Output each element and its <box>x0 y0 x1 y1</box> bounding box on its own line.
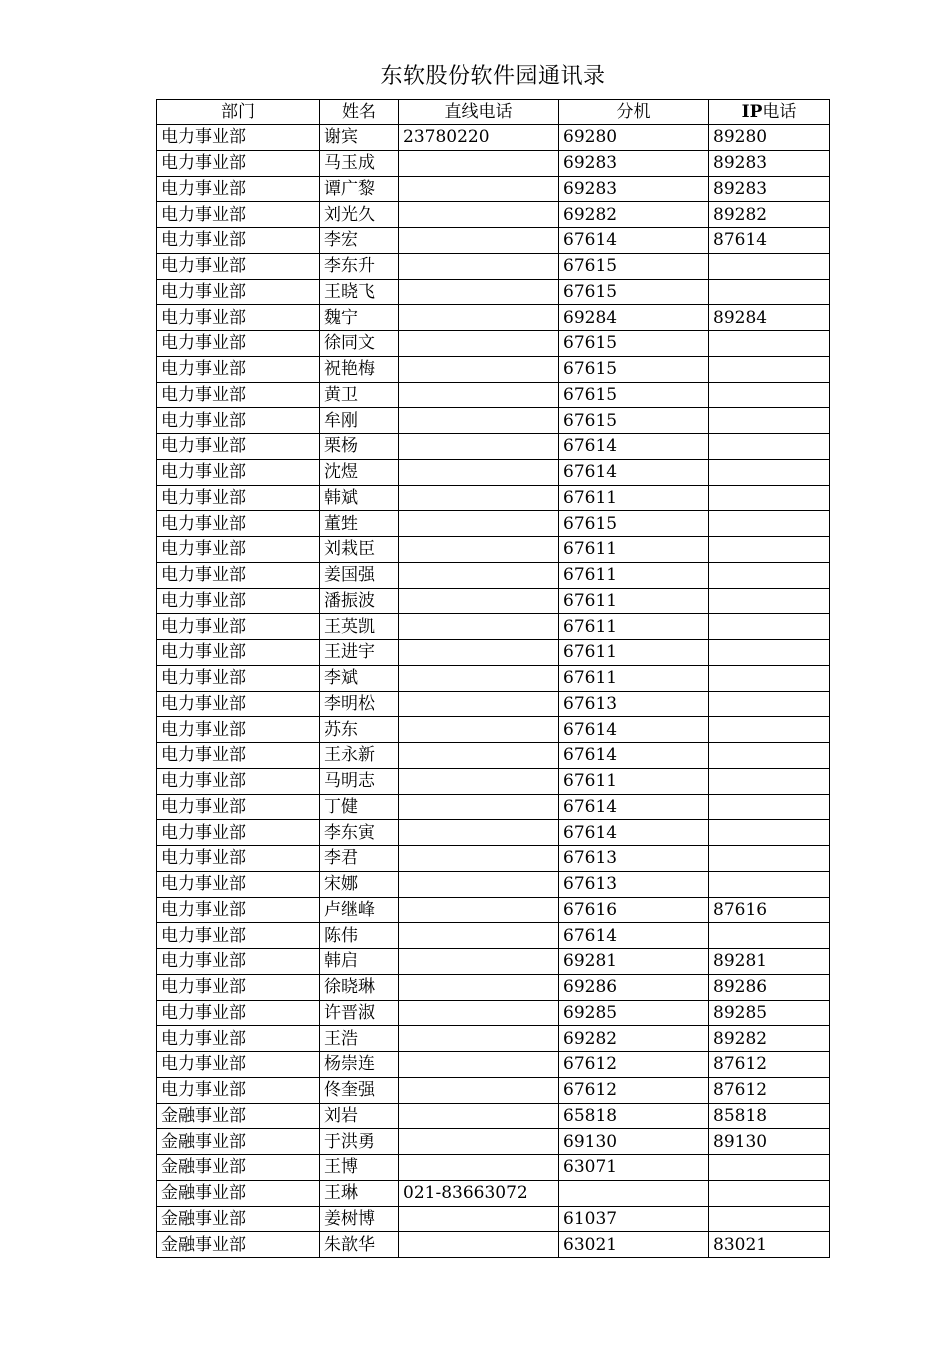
dept-cell: 电力事业部 <box>157 717 320 743</box>
dept-cell: 电力事业部 <box>157 846 320 872</box>
extension-cell: 67615 <box>559 331 709 357</box>
direct-phone-cell: 23780220 <box>399 125 559 151</box>
ip-phone-cell: 89283 <box>709 150 830 176</box>
dept-cell: 电力事业部 <box>157 897 320 923</box>
dept-cell: 电力事业部 <box>157 331 320 357</box>
ip-phone-cell: 89283 <box>709 176 830 202</box>
ip-phone-cell <box>709 1206 830 1232</box>
table-row <box>157 794 830 820</box>
table-row <box>157 1206 830 1232</box>
direct-phone-cell <box>399 434 559 460</box>
direct-phone-cell <box>399 1206 559 1232</box>
ip-phone-cell: 83021 <box>709 1232 830 1258</box>
name-cell: 李君 <box>320 846 399 872</box>
extension-cell: 67615 <box>559 408 709 434</box>
extension-cell: 69282 <box>559 1026 709 1052</box>
header-extension: 分机 <box>559 100 709 125</box>
ip-phone-cell: 87612 <box>709 1052 830 1078</box>
direct-phone-cell <box>399 846 559 872</box>
dept-cell: 电力事业部 <box>157 537 320 563</box>
dept-cell: 电力事业部 <box>157 820 320 846</box>
table-row <box>157 356 830 382</box>
extension-cell: 67611 <box>559 768 709 794</box>
direct-phone-cell <box>399 1232 559 1258</box>
direct-phone-cell <box>399 1155 559 1181</box>
direct-phone-cell <box>399 949 559 975</box>
dept-cell: 电力事业部 <box>157 640 320 666</box>
ip-phone-cell <box>709 1180 830 1206</box>
dept-cell: 电力事业部 <box>157 562 320 588</box>
dept-cell: 电力事业部 <box>157 1052 320 1078</box>
direct-phone-cell <box>399 588 559 614</box>
extension-cell: 69284 <box>559 305 709 331</box>
dept-cell: 电力事业部 <box>157 974 320 1000</box>
dept-cell: 电力事业部 <box>157 1000 320 1026</box>
table-row <box>157 537 830 563</box>
direct-phone-cell <box>399 511 559 537</box>
name-cell: 马玉成 <box>320 150 399 176</box>
name-cell: 李东寅 <box>320 820 399 846</box>
ip-phone-cell <box>709 331 830 357</box>
extension-cell: 65818 <box>559 1103 709 1129</box>
ip-phone-cell <box>709 614 830 640</box>
dept-cell: 电力事业部 <box>157 794 320 820</box>
name-cell: 刘栽臣 <box>320 537 399 563</box>
direct-phone-cell <box>399 279 559 305</box>
ip-phone-cell <box>709 640 830 666</box>
ip-phone-cell <box>709 434 830 460</box>
extension-cell: 67614 <box>559 228 709 254</box>
ip-phone-cell <box>709 562 830 588</box>
direct-phone-cell <box>399 717 559 743</box>
direct-phone-cell <box>399 1052 559 1078</box>
table-row <box>157 871 830 897</box>
dept-cell: 金融事业部 <box>157 1129 320 1155</box>
ip-phone-cell: 89284 <box>709 305 830 331</box>
name-cell: 牟刚 <box>320 408 399 434</box>
table-row <box>157 1129 830 1155</box>
ip-phone-cell: 87612 <box>709 1077 830 1103</box>
name-cell: 李明松 <box>320 691 399 717</box>
name-cell: 韩斌 <box>320 485 399 511</box>
dept-cell: 电力事业部 <box>157 511 320 537</box>
extension-cell: 69280 <box>559 125 709 151</box>
extension-cell: 67613 <box>559 846 709 872</box>
table-row <box>157 974 830 1000</box>
direct-phone-cell <box>399 1129 559 1155</box>
dept-cell: 电力事业部 <box>157 408 320 434</box>
table-row <box>157 382 830 408</box>
dept-cell: 电力事业部 <box>157 150 320 176</box>
table-row <box>157 305 830 331</box>
extension-cell: 67614 <box>559 434 709 460</box>
name-cell: 刘光久 <box>320 202 399 228</box>
direct-phone-cell <box>399 691 559 717</box>
table-row <box>157 1077 830 1103</box>
extension-cell: 69285 <box>559 1000 709 1026</box>
name-cell: 黄卫 <box>320 382 399 408</box>
ip-phone-cell <box>709 743 830 769</box>
dept-cell: 电力事业部 <box>157 871 320 897</box>
extension-cell: 67611 <box>559 614 709 640</box>
header-ip-suffix: 电话 <box>762 102 797 122</box>
extension-cell: 67614 <box>559 794 709 820</box>
direct-phone-cell <box>399 228 559 254</box>
direct-phone-cell <box>399 923 559 949</box>
name-cell: 董甡 <box>320 511 399 537</box>
name-cell: 谢宾 <box>320 125 399 151</box>
direct-phone-cell <box>399 562 559 588</box>
ip-phone-cell <box>709 691 830 717</box>
direct-phone-cell <box>399 331 559 357</box>
table-row <box>157 1232 830 1258</box>
direct-phone-cell <box>399 640 559 666</box>
table-row <box>157 202 830 228</box>
table-row <box>157 743 830 769</box>
name-cell: 李宏 <box>320 228 399 254</box>
extension-cell <box>559 1180 709 1206</box>
dept-cell: 金融事业部 <box>157 1206 320 1232</box>
table-row <box>157 640 830 666</box>
dept-cell: 电力事业部 <box>157 665 320 691</box>
name-cell: 王晓飞 <box>320 279 399 305</box>
extension-cell: 67614 <box>559 923 709 949</box>
dept-cell: 电力事业部 <box>157 434 320 460</box>
table-row <box>157 1103 830 1129</box>
ip-phone-cell: 89286 <box>709 974 830 1000</box>
table-row <box>157 562 830 588</box>
name-cell: 徐晓琳 <box>320 974 399 1000</box>
name-cell: 王博 <box>320 1155 399 1181</box>
ip-phone-cell: 89130 <box>709 1129 830 1155</box>
ip-phone-cell <box>709 408 830 434</box>
name-cell: 徐同文 <box>320 331 399 357</box>
ip-phone-cell <box>709 459 830 485</box>
dept-cell: 电力事业部 <box>157 588 320 614</box>
direct-phone-cell <box>399 974 559 1000</box>
name-cell: 王英凯 <box>320 614 399 640</box>
table-header-row <box>157 100 830 125</box>
name-cell: 马明志 <box>320 768 399 794</box>
extension-cell: 67612 <box>559 1077 709 1103</box>
ip-phone-cell <box>709 846 830 872</box>
ip-phone-cell <box>709 665 830 691</box>
dept-cell: 电力事业部 <box>157 485 320 511</box>
name-cell: 卢继峰 <box>320 897 399 923</box>
table-row <box>157 1180 830 1206</box>
dept-cell: 电力事业部 <box>157 1026 320 1052</box>
extension-cell: 69282 <box>559 202 709 228</box>
direct-phone-cell <box>399 897 559 923</box>
name-cell: 祝艳梅 <box>320 356 399 382</box>
direct-phone-cell <box>399 1077 559 1103</box>
name-cell: 王琳 <box>320 1180 399 1206</box>
table-row <box>157 665 830 691</box>
direct-phone-cell <box>399 382 559 408</box>
direct-phone-cell <box>399 1103 559 1129</box>
ip-phone-cell <box>709 511 830 537</box>
direct-phone-cell <box>399 537 559 563</box>
name-cell: 苏东 <box>320 717 399 743</box>
ip-phone-cell: 85818 <box>709 1103 830 1129</box>
dept-cell: 金融事业部 <box>157 1103 320 1129</box>
extension-cell: 67615 <box>559 279 709 305</box>
dept-cell: 电力事业部 <box>157 459 320 485</box>
name-cell: 朱歆华 <box>320 1232 399 1258</box>
extension-cell: 67616 <box>559 897 709 923</box>
dept-cell: 电力事业部 <box>157 279 320 305</box>
direct-phone-cell <box>399 459 559 485</box>
name-cell: 李东升 <box>320 253 399 279</box>
extension-cell: 69130 <box>559 1129 709 1155</box>
dept-cell: 电力事业部 <box>157 691 320 717</box>
extension-cell: 67615 <box>559 253 709 279</box>
extension-cell: 67613 <box>559 691 709 717</box>
ip-phone-cell: 87616 <box>709 897 830 923</box>
extension-cell: 61037 <box>559 1206 709 1232</box>
extension-cell: 67615 <box>559 356 709 382</box>
table-row <box>157 1052 830 1078</box>
name-cell: 栗杨 <box>320 434 399 460</box>
ip-phone-cell <box>709 1155 830 1181</box>
table-row <box>157 253 830 279</box>
name-cell: 魏宁 <box>320 305 399 331</box>
table-row <box>157 176 830 202</box>
ip-phone-cell: 89282 <box>709 1026 830 1052</box>
table-row <box>157 846 830 872</box>
direct-phone-cell <box>399 408 559 434</box>
table-row <box>157 923 830 949</box>
extension-cell: 67614 <box>559 459 709 485</box>
table-row <box>157 691 830 717</box>
header-ip-prefix: IP <box>741 102 763 122</box>
name-cell: 刘岩 <box>320 1103 399 1129</box>
dept-cell: 电力事业部 <box>157 923 320 949</box>
name-cell: 韩启 <box>320 949 399 975</box>
table-row <box>157 1026 830 1052</box>
dept-cell: 电力事业部 <box>157 253 320 279</box>
name-cell: 姜树博 <box>320 1206 399 1232</box>
table-row <box>157 408 830 434</box>
ip-phone-cell <box>709 279 830 305</box>
table-row <box>157 897 830 923</box>
ip-phone-cell <box>709 794 830 820</box>
table-body <box>157 125 830 1258</box>
extension-cell: 67611 <box>559 588 709 614</box>
ip-phone-cell <box>709 820 830 846</box>
dept-cell: 电力事业部 <box>157 743 320 769</box>
page-title: 东软股份软件园通讯录 <box>380 64 606 89</box>
extension-cell: 67611 <box>559 562 709 588</box>
direct-phone-cell <box>399 202 559 228</box>
direct-phone-cell <box>399 485 559 511</box>
name-cell: 王浩 <box>320 1026 399 1052</box>
direct-phone-cell: 021-83663072 <box>399 1180 559 1206</box>
direct-phone-cell <box>399 305 559 331</box>
table-row <box>157 820 830 846</box>
extension-cell: 67611 <box>559 485 709 511</box>
ip-phone-cell: 87614 <box>709 228 830 254</box>
table-row <box>157 150 830 176</box>
extension-cell: 67611 <box>559 665 709 691</box>
ip-phone-cell <box>709 768 830 794</box>
ip-phone-cell <box>709 356 830 382</box>
extension-cell: 67615 <box>559 382 709 408</box>
direct-phone-cell <box>399 794 559 820</box>
extension-cell: 69281 <box>559 949 709 975</box>
dept-cell: 金融事业部 <box>157 1232 320 1258</box>
table-row <box>157 331 830 357</box>
ip-phone-cell <box>709 717 830 743</box>
name-cell: 陈伟 <box>320 923 399 949</box>
table-row <box>157 588 830 614</box>
direct-phone-cell <box>399 614 559 640</box>
table-row <box>157 279 830 305</box>
name-cell: 谭广黎 <box>320 176 399 202</box>
header-ip-phone <box>709 100 830 125</box>
table-row <box>157 485 830 511</box>
table-row <box>157 511 830 537</box>
dept-cell: 电力事业部 <box>157 382 320 408</box>
ip-phone-cell <box>709 485 830 511</box>
header-direct-phone: 直线电话 <box>399 100 559 125</box>
extension-cell: 67611 <box>559 537 709 563</box>
table-row <box>157 768 830 794</box>
dept-cell: 电力事业部 <box>157 228 320 254</box>
table-row <box>157 1000 830 1026</box>
name-cell: 潘振波 <box>320 588 399 614</box>
extension-cell: 69283 <box>559 176 709 202</box>
name-cell: 宋娜 <box>320 871 399 897</box>
ip-phone-cell <box>709 382 830 408</box>
ip-phone-cell <box>709 253 830 279</box>
header-name: 姓名 <box>320 100 399 125</box>
dept-cell: 电力事业部 <box>157 356 320 382</box>
direct-phone-cell <box>399 768 559 794</box>
table-row <box>157 1155 830 1181</box>
extension-cell: 67614 <box>559 717 709 743</box>
table-row <box>157 717 830 743</box>
direct-phone-cell <box>399 150 559 176</box>
name-cell: 李斌 <box>320 665 399 691</box>
dept-cell: 电力事业部 <box>157 305 320 331</box>
ip-phone-cell <box>709 923 830 949</box>
name-cell: 杨崇连 <box>320 1052 399 1078</box>
name-cell: 于洪勇 <box>320 1129 399 1155</box>
table-row <box>157 949 830 975</box>
name-cell: 丁健 <box>320 794 399 820</box>
direct-phone-cell <box>399 356 559 382</box>
ip-phone-cell <box>709 588 830 614</box>
extension-cell: 67615 <box>559 511 709 537</box>
name-cell: 王永新 <box>320 743 399 769</box>
name-cell: 姜国强 <box>320 562 399 588</box>
dept-cell: 电力事业部 <box>157 949 320 975</box>
dept-cell: 电力事业部 <box>157 768 320 794</box>
extension-cell: 69283 <box>559 150 709 176</box>
extension-cell: 63021 <box>559 1232 709 1258</box>
direct-phone-cell <box>399 665 559 691</box>
dept-cell: 电力事业部 <box>157 1077 320 1103</box>
name-cell: 佟奎强 <box>320 1077 399 1103</box>
ip-phone-cell <box>709 871 830 897</box>
ip-phone-cell: 89280 <box>709 125 830 151</box>
extension-cell: 63071 <box>559 1155 709 1181</box>
dept-cell: 金融事业部 <box>157 1155 320 1181</box>
direct-phone-cell <box>399 1026 559 1052</box>
dept-cell: 电力事业部 <box>157 614 320 640</box>
ip-phone-cell: 89285 <box>709 1000 830 1026</box>
extension-cell: 69286 <box>559 974 709 1000</box>
name-cell: 沈煜 <box>320 459 399 485</box>
table-row <box>157 434 830 460</box>
directory-table <box>156 99 830 1258</box>
dept-cell: 金融事业部 <box>157 1180 320 1206</box>
direct-phone-cell <box>399 871 559 897</box>
table-row <box>157 228 830 254</box>
table-row <box>157 614 830 640</box>
extension-cell: 67614 <box>559 820 709 846</box>
direct-phone-cell <box>399 743 559 769</box>
dept-cell: 电力事业部 <box>157 125 320 151</box>
header-dept: 部门 <box>157 100 320 125</box>
extension-cell: 67614 <box>559 743 709 769</box>
ip-phone-cell: 89282 <box>709 202 830 228</box>
ip-phone-cell <box>709 537 830 563</box>
name-cell: 王进宇 <box>320 640 399 666</box>
direct-phone-cell <box>399 820 559 846</box>
extension-cell: 67612 <box>559 1052 709 1078</box>
name-cell: 许晋淑 <box>320 1000 399 1026</box>
dept-cell: 电力事业部 <box>157 202 320 228</box>
table-row <box>157 125 830 151</box>
direct-phone-cell <box>399 253 559 279</box>
direct-phone-cell <box>399 176 559 202</box>
extension-cell: 67611 <box>559 640 709 666</box>
ip-phone-cell: 89281 <box>709 949 830 975</box>
direct-phone-cell <box>399 1000 559 1026</box>
dept-cell: 电力事业部 <box>157 176 320 202</box>
extension-cell: 67613 <box>559 871 709 897</box>
table-row <box>157 459 830 485</box>
